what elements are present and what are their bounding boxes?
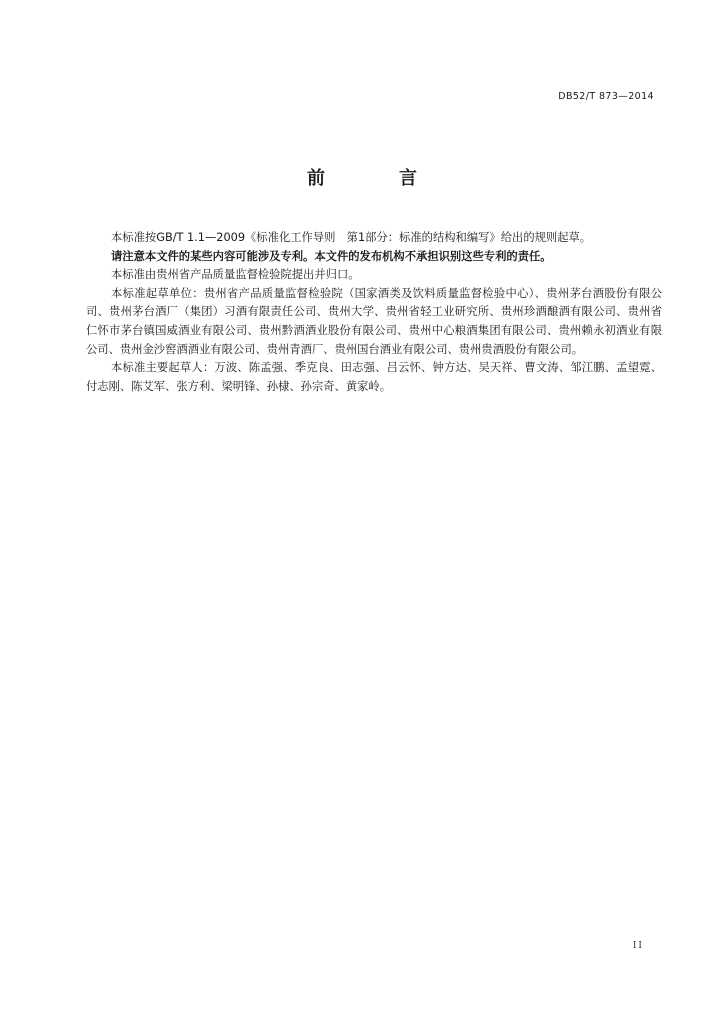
- paragraph-drafting-rules: 本标准按GB/T 1.1—2009《标准化工作导则 第1部分：标准的结构和编写》给出的规则起草。: [111, 231, 592, 244]
- paragraph-patent-notice: 请注意本文件的某些内容可能涉及专利。本文件的发布机构不承担识别这些专利的责任。: [111, 249, 552, 263]
- document-code: DB52/T 873—2014: [558, 91, 654, 102]
- paragraph-proposer: 本标准由贵州省产品质量监督检验院提出并归口。: [111, 268, 360, 282]
- paragraph-drafters: 本标准主要起草人：万波、陈孟强、季克良、田志强、吕云怀、钟方达、吴天祥、曹文涛、邹江鹏、孟望霓、付志刚、陈艾军、张方利、梁明锋、孙棣、孙宗奇、黄家岭。: [86, 361, 662, 393]
- paragraph-drafting-units: 本标准起草单位：贵州省产品质量监督检验院（国家酒类及饮料质量监督检验中心）、贵州茅台酒股份有限公司、贵州茅台酒厂（集团）习酒有限责任公司、贵州大学、贵州省轻工业研究所、贵州珍酒酿酒有限公司、贵州省仁怀市茅台镇国威酒业有限公司、贵州黔酒酒业股份有限公司、贵州中心粮酒集团有限公司、贵州赖永初酒业有限公司、贵州金沙窖酒酒业有限公司、贵州青酒厂、贵州国台酒业有限公司、贵州贵酒股份有限公司。: [86, 286, 662, 356]
- foreword-body: [86, 229, 662, 396]
- page-title: 前 言: [307, 168, 445, 189]
- page-number: II: [632, 941, 644, 951]
